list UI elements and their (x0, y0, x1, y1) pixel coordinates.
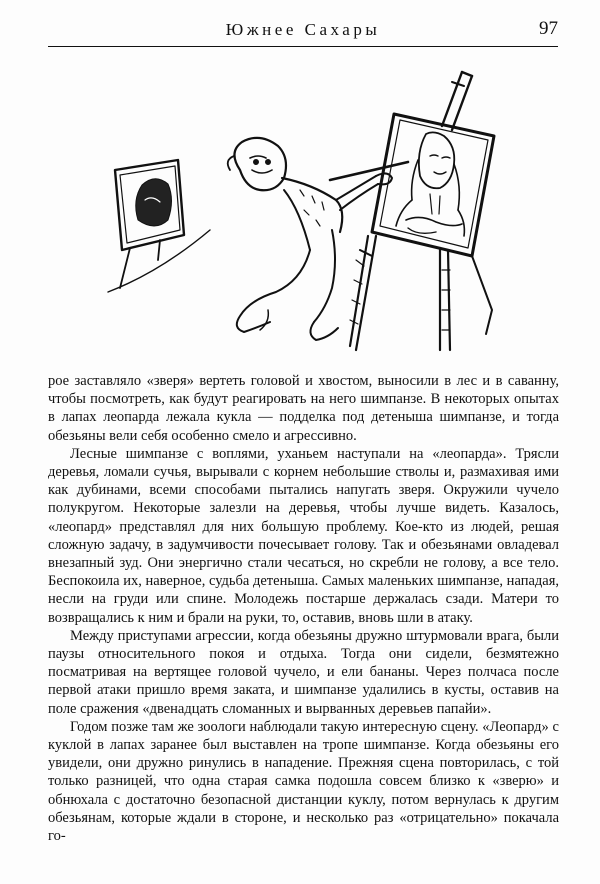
page-number: 97 (539, 18, 558, 39)
chimpanzee-painting-illustration (100, 60, 520, 360)
paragraph: рое заставляло «зверя» вертеть головой и хвостом, выносили в лес и в саванну, чтобы посмотреть, как будут реагировать на него шимпанзе. В некоторых опытах в лапах леопарда лежала кукла — подделка под детеныша шимпанзе, и тогда обезьяны вели себя особенно смело и агрессивно. (48, 373, 559, 444)
paint-brush (330, 162, 408, 180)
body-text (48, 372, 559, 845)
paragraph: Годом позже там же зоологи наблюдали такую интересную сцену. «Леопард» с куклой в лапах заранее был выставлен на тропе шимпанзе. Когда обезьяны его увидели, они дружно ринулись в нападение. Прежняя сцена повторилась, с той только разницей, что одна старая самка подошла совсем близко к «зверю» и обнюхала с достаточно безопасной дистанции куклу, потом вернулась к другим обезьянам, которые ждали в стороне, и несколько раз «отрицательно» покачала го- (48, 718, 559, 845)
easel-with-canvas (350, 72, 494, 350)
paragraph: Лесные шимпанзе с воплями, уханьем наступали на «леопарда». Трясли деревья, ломали сучья, вырывали с корнем небольшие стволы и, размахивая ими как дубинами, всеми способами пытались напугать зверя. Окружили чучело полукругом. Некоторые залезли на деревья, чтобы лучше видеть. Казалось, «леопард» представлял для них большую проблему. Кое-кто из людей, решая сложную задачу, в задумчивости почесывает голову. Так и обезьянами овладевал внезапный зуд. Они энергично стали чесаться, но скребли не голову, а все тело. Беспокоила их, наверное, судьба детеныша. Самых маленьких шимпанзе, нападая, несли на груди или спине. Молодежь постарше держалась сзади. Матери то возвращались к ним и брали на руки, то, оставив, вновь шли в атаку. (48, 445, 559, 626)
mirror-frame (108, 160, 210, 292)
running-head (48, 18, 558, 47)
paragraph: Между приступами агрессии, когда обезьяны дружно штурмовали врага, были паузы относительного покоя и отдыха. Тогда они сидели, безмятежно посматривая на вертящее головой чучело, и ели бананы. Через полчаса после первой атаки пришло время заката, и шимпанзе удалились в кусты, оставив на поле сражения «двенадцать сломанных и вырванных деревьев папайи». (48, 627, 559, 717)
running-title: Южнее Сахары (225, 20, 381, 39)
